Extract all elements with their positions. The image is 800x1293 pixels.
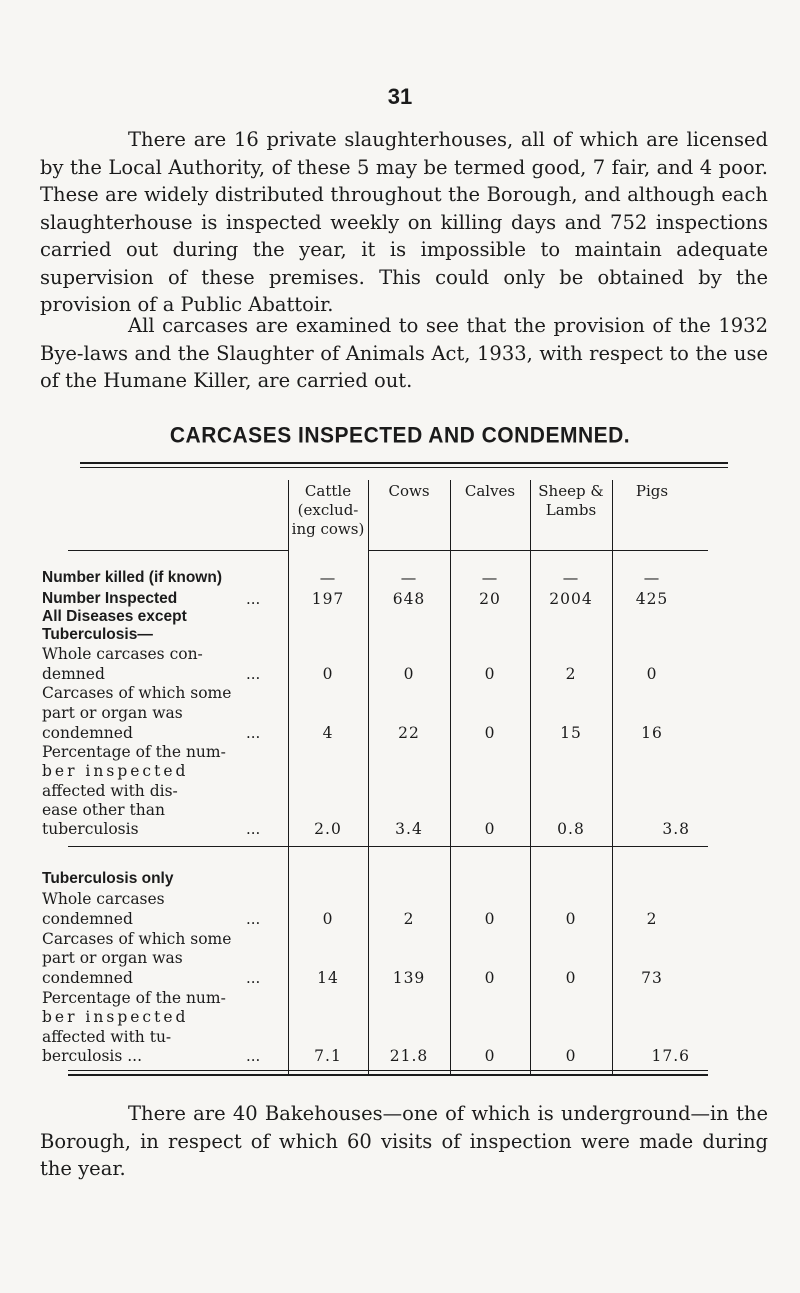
cell: 0 [484, 665, 496, 683]
cell: 2004 [549, 590, 593, 608]
cell: 7.1 [314, 1047, 342, 1065]
label-ease-other: ease other than [42, 801, 165, 819]
table-heading: CARCASES INSPECTED AND CONDEMNED. [169, 423, 631, 448]
table-bottom-rule [68, 1070, 708, 1071]
leader-dots: ... [246, 724, 261, 742]
cell: 0 [565, 969, 577, 987]
cell: 14 [317, 969, 339, 987]
cell: 4 [322, 724, 334, 742]
label-tuberculosis: tuberculosis [42, 820, 139, 838]
leader-dots: ... [246, 910, 261, 928]
header-rule [368, 550, 708, 551]
header-rule [68, 550, 288, 551]
column-header-calves [450, 482, 530, 501]
carcases-table [40, 462, 768, 1082]
table-top-rule-2 [80, 467, 728, 468]
label-part-organ: part or organ was [42, 704, 183, 722]
label-tb-condemned: condemned [42, 910, 133, 928]
label-tb-part-carcases: Carcases of which some [42, 930, 232, 948]
column-header-cattle [288, 482, 368, 539]
cell: 0 [646, 665, 658, 683]
header-line: Cows [388, 482, 430, 500]
cell: 2.0 [314, 820, 342, 838]
paragraph-carcases-examined: All carcases are examined to see that the provision of the 1932 Bye-laws and the Slaughter of Animals Act, 1933, with respect to the use of the Humane Killer, are carried out. [40, 314, 768, 392]
cell: 3.8 [662, 820, 690, 838]
cell: 0 [484, 910, 496, 928]
label-tb-affected: affected with tu- [42, 1028, 172, 1046]
cell: 0 [565, 910, 577, 928]
cell: 0 [484, 1047, 496, 1065]
leader-dots: ... [246, 1047, 261, 1065]
cell: 139 [392, 969, 426, 987]
cell: 0 [403, 665, 415, 683]
leader-dots: ... [246, 820, 261, 838]
section-rule [68, 846, 708, 847]
label-condemned: condemned [42, 724, 133, 742]
label-ber-inspected: ber inspected [42, 762, 189, 780]
label-number-inspected: Number Inspected [42, 590, 178, 607]
label-tb-berculosis: berculosis ... [42, 1047, 143, 1065]
table-top-rule [80, 462, 728, 464]
cell: 2 [403, 910, 415, 928]
header-line: Lambs [545, 501, 597, 519]
column-header-pigs [612, 482, 692, 501]
cell: 21.8 [389, 1047, 429, 1065]
cell: — [562, 569, 580, 587]
label-tb-whole: Whole carcases [42, 890, 165, 908]
leader-dots: ... [246, 665, 261, 683]
label-tb-percentage: Percentage of the num- [42, 989, 226, 1007]
cell: 16 [641, 724, 663, 742]
leader-dots: ... [246, 590, 261, 608]
label-tuberculosis-only: Tuberculosis only [42, 870, 174, 887]
column-header-sheep [530, 482, 612, 520]
cell: 0 [565, 1047, 577, 1065]
header-line: Pigs [635, 482, 669, 500]
label-tb-ber-inspected: ber inspected [42, 1008, 189, 1026]
cell: 0 [322, 910, 334, 928]
cell: 2 [646, 910, 658, 928]
cell: 20 [479, 590, 501, 608]
cell: 22 [398, 724, 420, 742]
cell: 17.6 [651, 1047, 690, 1065]
header-line: ing cows) [291, 520, 365, 538]
label-percentage: Percentage of the num- [42, 743, 226, 761]
table-bottom-rule-2 [68, 1074, 708, 1076]
cell: 15 [560, 724, 582, 742]
cell: — [481, 569, 499, 587]
label-tb-part-condemned: condemned [42, 969, 133, 987]
label-tuberculosis-dash: Tuberculosis— [42, 626, 153, 643]
header-line: Cattle [304, 482, 352, 500]
label-number-killed: Number killed (if known) [42, 569, 222, 586]
header-line: (exclud- [297, 501, 359, 519]
cell: 2 [565, 665, 577, 683]
cell: 0 [322, 665, 334, 683]
leader-dots: ... [246, 969, 261, 987]
cell: 0 [484, 820, 496, 838]
label-affected: affected with dis- [42, 782, 178, 800]
label-whole-carcases: Whole carcases con- [42, 645, 203, 663]
cell: — [400, 569, 418, 587]
cell: 3.4 [395, 820, 423, 838]
cell: 0 [484, 724, 496, 742]
paragraph-slaughterhouses: There are 16 private slaughterhouses, all of which are licensed by the Local Authority, of these 5 may be termed good, 7 fair, and 4 poor. These are widely distributed throughout the Borough, and although each slaughterhouse is inspected weekly on killing days and 752 inspections carried out during the year, it is impossible to maintain adequate supervision of these premises. This could only be obtained by the provision of a Public Abattoir. [40, 128, 768, 316]
cell: — [319, 569, 337, 587]
paragraph-bakehouses: There are 40 Bakehouses—one of which is underground—in the Borough, in respect of which 60 visits of inspection were made during the year. [40, 1102, 768, 1180]
label-demned: demned [42, 665, 105, 683]
cell: 197 [311, 590, 345, 608]
header-line: Calves [464, 482, 516, 500]
cell: 648 [392, 590, 426, 608]
cell: 73 [641, 969, 663, 987]
label-tb-part-organ: part or organ was [42, 949, 183, 967]
label-all-diseases: All Diseases except [42, 608, 187, 625]
page-number: 31 [387, 84, 413, 109]
column-header-cows [368, 482, 450, 501]
header-line: Sheep & [538, 482, 604, 500]
cell: 0.8 [557, 820, 585, 838]
cell: 0 [484, 969, 496, 987]
cell: — [643, 569, 661, 587]
cell: 425 [635, 590, 669, 608]
label-part-carcases: Carcases of which some [42, 684, 232, 702]
